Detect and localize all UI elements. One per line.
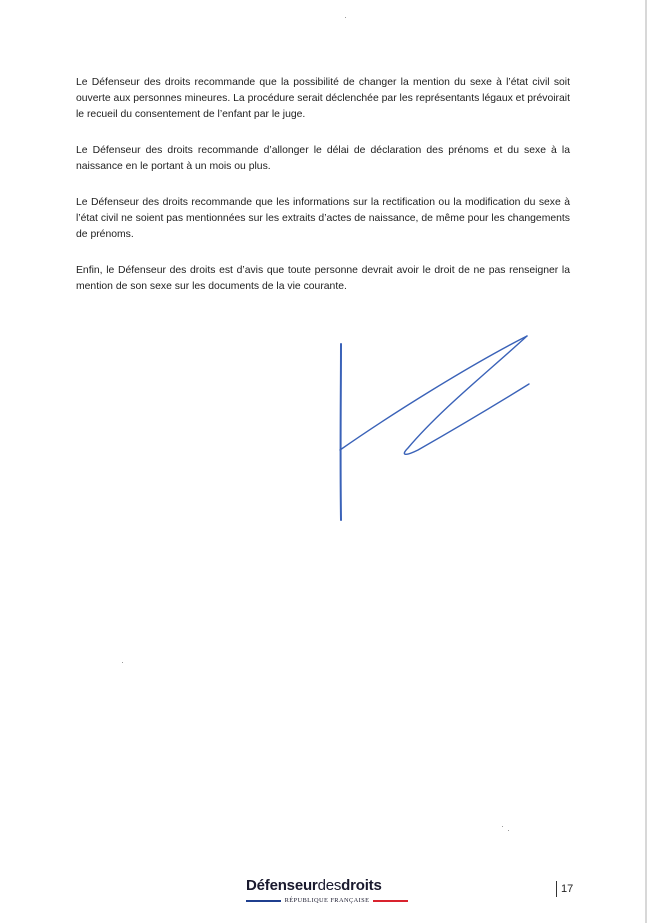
logo-wordmark bbox=[246, 877, 382, 894]
logo-subtitle: RÉPUBLIQUE FRANÇAISE bbox=[284, 897, 370, 904]
logo-blue-stripe bbox=[246, 900, 281, 902]
scan-speck bbox=[345, 17, 346, 18]
logo-word-droits: droits bbox=[341, 877, 382, 894]
logo-word-des: des bbox=[317, 877, 342, 894]
page-number: 17 bbox=[556, 881, 573, 897]
scan-speck bbox=[502, 826, 503, 827]
handwritten-signature bbox=[330, 330, 540, 525]
defenseur-des-droits-logo bbox=[246, 877, 408, 907]
scan-speck bbox=[508, 830, 509, 831]
paragraph-declaration-delay: Le Défenseur des droits recommande d’allonger le délai de déclaration des prénoms et du sexe à la naissance en le portant à un mois ou plus. bbox=[76, 145, 570, 172]
paragraph-birth-extracts: Le Défenseur des droits recommande que les informations sur la rectification ou la modification du sexe à l’état civil ne soient pas mentionnées sur les extraits d’actes de naissance, de même pour les changements de prénoms. bbox=[76, 197, 570, 240]
logo-word-defenseur: Défenseur bbox=[246, 877, 318, 894]
document-body bbox=[76, 75, 570, 315]
logo-tricolor-line bbox=[246, 896, 408, 905]
logo-red-stripe bbox=[373, 900, 408, 902]
paragraph-sex-mention: Enfin, le Défenseur des droits est d’avis que toute personne devrait avoir le droit de ne pas renseigner la mention de son sexe sur les documents de la vie courante. bbox=[76, 265, 570, 292]
paragraph-minors: Le Défenseur des droits recommande que la possibilité de changer la mention du sexe à l’état civil soit ouverte aux personnes mineures. La procédure serait déclenchée par les représentants légaux et prévoirait le recueil du consentement de l’enfant par le juge. bbox=[76, 77, 570, 120]
scan-speck bbox=[122, 662, 123, 663]
